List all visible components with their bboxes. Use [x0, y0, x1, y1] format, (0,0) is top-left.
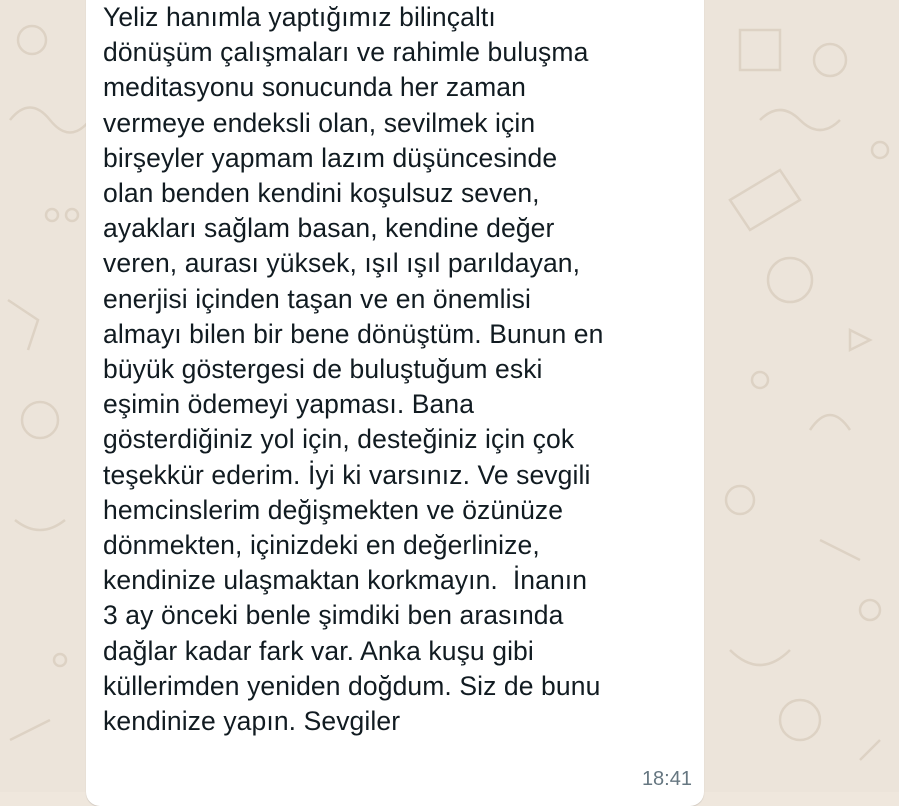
- message-line: enerjisi içinden taşan ve en önemlisi: [103, 283, 531, 314]
- message-line: kendinize ulaşmaktan korkmayın. İnanın: [103, 565, 588, 596]
- message-line: dönmekten, içinizdeki en değerlinize,: [103, 530, 540, 561]
- message-line: teşekkür ederim. İyi ki varsınız. Ve sevgili: [103, 459, 591, 490]
- message-line: gösterdiğiniz yol için, desteğiniz için çok: [103, 424, 575, 455]
- message-line: büyük göstergesi de buluştuğum eski: [103, 354, 543, 385]
- message-line: ayakları sağlam basan, kendine değer: [103, 213, 555, 244]
- message-line: vermeye endeksli olan, sevilmek için: [103, 107, 536, 138]
- message-line: 3 ay önceki benle şimdiki ben arasında: [103, 600, 564, 631]
- message-line: kendinize yapın. Sevgiler: [103, 706, 401, 737]
- message-line: eşimin ödemeyi yapması. Bana: [103, 389, 475, 420]
- message-timestamp: 18:41: [641, 768, 692, 790]
- message-line: dağlar kadar fark var. Anka kuşu gibi: [103, 635, 534, 666]
- message-line: Yeliz hanımla yaptığımız bilinçaltı: [103, 2, 496, 32]
- message-line: olan benden kendini koşulsuz seven,: [103, 178, 540, 209]
- message-line: meditasyonu sonucunda her zaman: [103, 72, 526, 103]
- message-line: dönüşüm çalışmaları ve rahimle buluşma: [103, 37, 589, 68]
- message-line: küllerimden yeniden doğdum. Siz de bunu: [103, 670, 601, 701]
- message-line: hemcinslerim değişmekten ve özünüze: [103, 494, 564, 525]
- message-line: almayı bilen bir bene dönüştüm. Bunun en: [103, 318, 604, 349]
- message-line: veren, aurası yüksek, ışıl ışıl parıldayan,: [103, 248, 581, 279]
- message-text: [103, 0, 693, 739]
- message-line: birşeyler yapmam lazım düşüncesinde: [103, 142, 558, 173]
